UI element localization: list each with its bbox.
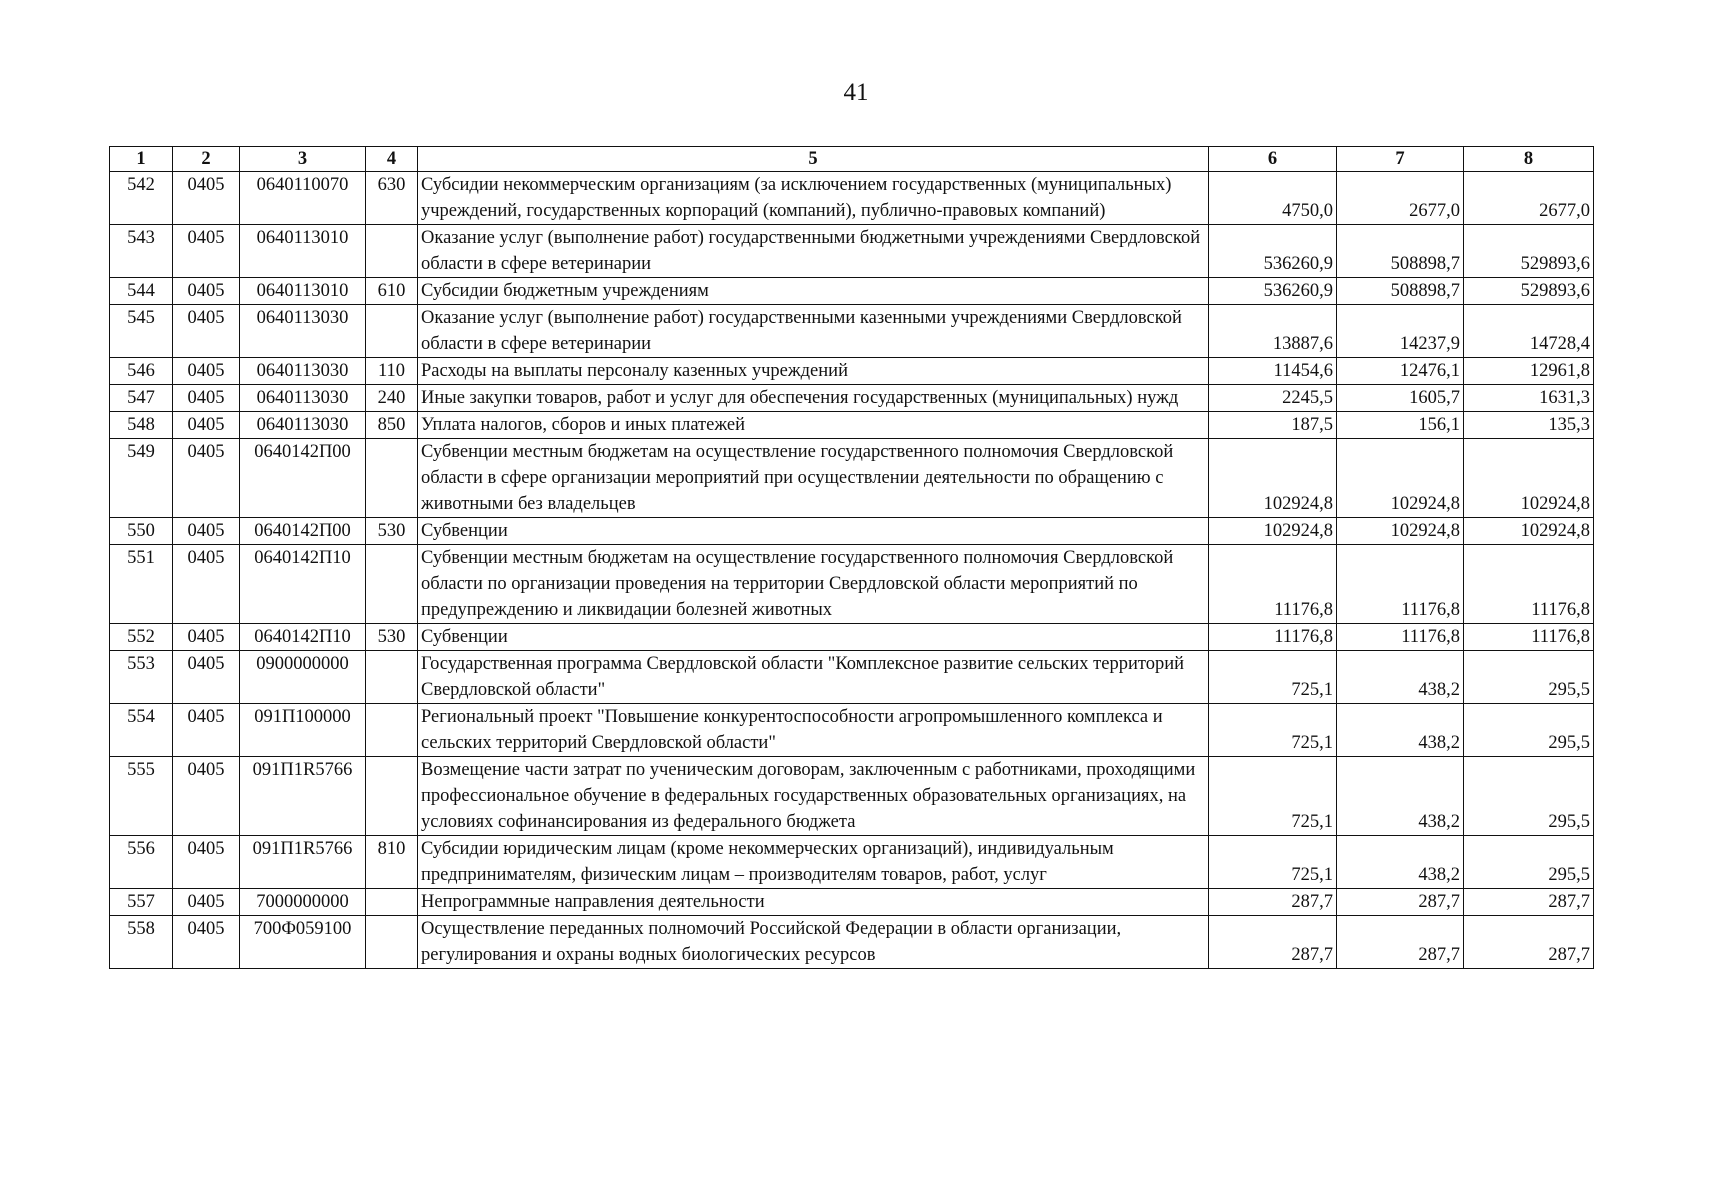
row-number: 545: [110, 305, 173, 358]
row-number: 547: [110, 385, 173, 412]
table-row: [110, 172, 1594, 225]
table-row: [110, 412, 1594, 439]
section-code: 0405: [173, 439, 240, 518]
item-name: Оказание услуг (выполнение работ) государственными бюджетными учреждениями Свердловской области в сфере ветеринарии: [418, 225, 1209, 278]
amount-col-6: 4750,0: [1209, 172, 1337, 225]
item-name: Непрограммные направления деятельности: [418, 889, 1209, 916]
header-col-3: 3: [240, 147, 366, 172]
item-name: Субвенции местным бюджетам на осуществление государственного полномочия Свердловской области в сфере организации мероприятий при осуществлении деятельности по обращению с животными без владельцев: [418, 439, 1209, 518]
section-code: 0405: [173, 385, 240, 412]
expense-type-code: 530: [366, 624, 418, 651]
section-code: 0405: [173, 412, 240, 439]
header-col-8: 8: [1464, 147, 1594, 172]
table-row: [110, 704, 1594, 757]
item-name: Расходы на выплаты персоналу казенных учреждений: [418, 358, 1209, 385]
amount-col-6: 102924,8: [1209, 439, 1337, 518]
amount-col-8: 529893,6: [1464, 278, 1594, 305]
amount-col-6: 13887,6: [1209, 305, 1337, 358]
amount-col-8: 135,3: [1464, 412, 1594, 439]
amount-col-7: 438,2: [1337, 836, 1464, 889]
item-name: Иные закупки товаров, работ и услуг для обеспечения государственных (муниципальных) нужд: [418, 385, 1209, 412]
expense-type-code: 810: [366, 836, 418, 889]
amount-col-7: 102924,8: [1337, 439, 1464, 518]
target-article-code: 091П1R5766: [240, 757, 366, 836]
item-name: Субсидии юридическим лицам (кроме некоммерческих организаций), индивидуальным предпринимателям, физическим лицам – производителям товаров, работ, услуг: [418, 836, 1209, 889]
expense-type-code: 240: [366, 385, 418, 412]
amount-col-7: 102924,8: [1337, 518, 1464, 545]
row-number: 552: [110, 624, 173, 651]
table-row: [110, 385, 1594, 412]
header-col-2: 2: [173, 147, 240, 172]
amount-col-7: 287,7: [1337, 889, 1464, 916]
amount-col-8: 295,5: [1464, 836, 1594, 889]
section-code: 0405: [173, 518, 240, 545]
expense-type-code: [366, 889, 418, 916]
amount-col-6: 725,1: [1209, 651, 1337, 704]
amount-col-8: 1631,3: [1464, 385, 1594, 412]
expense-type-code: [366, 704, 418, 757]
target-article-code: 700Ф059100: [240, 916, 366, 969]
amount-col-8: 287,7: [1464, 889, 1594, 916]
table-row: [110, 439, 1594, 518]
row-number: 546: [110, 358, 173, 385]
table-row: [110, 225, 1594, 278]
amount-col-6: 536260,9: [1209, 225, 1337, 278]
expense-type-code: 530: [366, 518, 418, 545]
amount-col-6: 287,7: [1209, 889, 1337, 916]
amount-col-6: 287,7: [1209, 916, 1337, 969]
expense-type-code: [366, 651, 418, 704]
item-name: Региональный проект "Повышение конкурентоспособности агропромышленного комплекса и сельских территорий Свердловской области": [418, 704, 1209, 757]
amount-col-8: 11176,8: [1464, 624, 1594, 651]
target-article-code: 0900000000: [240, 651, 366, 704]
row-number: 553: [110, 651, 173, 704]
amount-col-7: 508898,7: [1337, 278, 1464, 305]
row-number: 558: [110, 916, 173, 969]
target-article-code: 0640113030: [240, 412, 366, 439]
section-code: 0405: [173, 651, 240, 704]
amount-col-8: 12961,8: [1464, 358, 1594, 385]
target-article-code: 7000000000: [240, 889, 366, 916]
item-name: Уплата налогов, сборов и иных платежей: [418, 412, 1209, 439]
amount-col-7: 438,2: [1337, 704, 1464, 757]
table-row: [110, 836, 1594, 889]
row-number: 555: [110, 757, 173, 836]
amount-col-8: 295,5: [1464, 651, 1594, 704]
expense-type-code: [366, 545, 418, 624]
row-number: 543: [110, 225, 173, 278]
section-code: 0405: [173, 172, 240, 225]
row-number: 549: [110, 439, 173, 518]
item-name: Возмещение части затрат по ученическим договорам, заключенным с работниками, проходящими профессиональное обучение в федеральных государственных образовательных организациях, на условиях софинансирования из федерального бюджета: [418, 757, 1209, 836]
table-header-row: [110, 147, 1594, 172]
row-number: 544: [110, 278, 173, 305]
row-number: 542: [110, 172, 173, 225]
expense-type-code: [366, 916, 418, 969]
section-code: 0405: [173, 225, 240, 278]
header-col-7: 7: [1337, 147, 1464, 172]
item-name: Субвенции: [418, 518, 1209, 545]
amount-col-7: 438,2: [1337, 651, 1464, 704]
target-article-code: 0640142П00: [240, 518, 366, 545]
header-col-5: 5: [418, 147, 1209, 172]
section-code: 0405: [173, 757, 240, 836]
section-code: 0405: [173, 278, 240, 305]
amount-col-6: 2245,5: [1209, 385, 1337, 412]
amount-col-7: 14237,9: [1337, 305, 1464, 358]
target-article-code: 0640113010: [240, 225, 366, 278]
table-row: [110, 916, 1594, 969]
table-row: [110, 889, 1594, 916]
target-article-code: 0640142П10: [240, 624, 366, 651]
amount-col-7: 1605,7: [1337, 385, 1464, 412]
amount-col-8: 2677,0: [1464, 172, 1594, 225]
target-article-code: 0640113030: [240, 305, 366, 358]
header-col-1: 1: [110, 147, 173, 172]
amount-col-8: 529893,6: [1464, 225, 1594, 278]
item-name: Субсидии некоммерческим организациям (за исключением государственных (муниципальных) учреждений, государственных корпораций (компаний), публично-правовых компаний): [418, 172, 1209, 225]
target-article-code: 0640113030: [240, 385, 366, 412]
target-article-code: 091П100000: [240, 704, 366, 757]
target-article-code: 0640142П10: [240, 545, 366, 624]
table-row: [110, 624, 1594, 651]
amount-col-8: 14728,4: [1464, 305, 1594, 358]
amount-col-6: 11454,6: [1209, 358, 1337, 385]
amount-col-6: 11176,8: [1209, 545, 1337, 624]
target-article-code: 091П1R5766: [240, 836, 366, 889]
row-number: 554: [110, 704, 173, 757]
amount-col-7: 12476,1: [1337, 358, 1464, 385]
table-row: [110, 545, 1594, 624]
section-code: 0405: [173, 916, 240, 969]
expense-type-code: [366, 305, 418, 358]
section-code: 0405: [173, 889, 240, 916]
table-body: [110, 172, 1594, 969]
table-row: [110, 651, 1594, 704]
table-row: [110, 358, 1594, 385]
table-row: [110, 305, 1594, 358]
item-name: Субвенции местным бюджетам на осуществление государственного полномочия Свердловской области по организации проведения на территории Свердловской области мероприятий по предупреждению и ликвидации болезней животных: [418, 545, 1209, 624]
budget-table: [109, 146, 1594, 969]
amount-col-7: 508898,7: [1337, 225, 1464, 278]
target-article-code: 0640113030: [240, 358, 366, 385]
amount-col-8: 102924,8: [1464, 439, 1594, 518]
amount-col-6: 725,1: [1209, 836, 1337, 889]
section-code: 0405: [173, 305, 240, 358]
amount-col-6: 11176,8: [1209, 624, 1337, 651]
row-number: 548: [110, 412, 173, 439]
expense-type-code: 850: [366, 412, 418, 439]
header-col-6: 6: [1209, 147, 1337, 172]
amount-col-7: 2677,0: [1337, 172, 1464, 225]
table-row: [110, 757, 1594, 836]
amount-col-7: 11176,8: [1337, 624, 1464, 651]
target-article-code: 0640113010: [240, 278, 366, 305]
expense-type-code: 110: [366, 358, 418, 385]
amount-col-8: 287,7: [1464, 916, 1594, 969]
section-code: 0405: [173, 545, 240, 624]
amount-col-6: 725,1: [1209, 704, 1337, 757]
section-code: 0405: [173, 704, 240, 757]
table-row: [110, 278, 1594, 305]
section-code: 0405: [173, 624, 240, 651]
item-name: Субвенции: [418, 624, 1209, 651]
amount-col-6: 187,5: [1209, 412, 1337, 439]
target-article-code: 0640110070: [240, 172, 366, 225]
expense-type-code: [366, 225, 418, 278]
row-number: 556: [110, 836, 173, 889]
amount-col-6: 102924,8: [1209, 518, 1337, 545]
section-code: 0405: [173, 836, 240, 889]
amount-col-7: 11176,8: [1337, 545, 1464, 624]
amount-col-8: 295,5: [1464, 757, 1594, 836]
page-number: 41: [843, 79, 869, 106]
amount-col-8: 11176,8: [1464, 545, 1594, 624]
expense-type-code: [366, 439, 418, 518]
expense-type-code: 630: [366, 172, 418, 225]
amount-col-7: 287,7: [1337, 916, 1464, 969]
table-row: [110, 518, 1594, 545]
header-col-4: 4: [366, 147, 418, 172]
item-name: Субсидии бюджетным учреждениям: [418, 278, 1209, 305]
section-code: 0405: [173, 358, 240, 385]
row-number: 550: [110, 518, 173, 545]
item-name: Государственная программа Свердловской области "Комплексное развитие сельских территорий Свердловской области": [418, 651, 1209, 704]
amount-col-8: 295,5: [1464, 704, 1594, 757]
row-number: 557: [110, 889, 173, 916]
amount-col-8: 102924,8: [1464, 518, 1594, 545]
amount-col-7: 438,2: [1337, 757, 1464, 836]
item-name: Оказание услуг (выполнение работ) государственными казенными учреждениями Свердловской области в сфере ветеринарии: [418, 305, 1209, 358]
expense-type-code: [366, 757, 418, 836]
amount-col-6: 536260,9: [1209, 278, 1337, 305]
item-name: Осуществление переданных полномочий Российской Федерации в области организации, регулирования и охраны водных биологических ресурсов: [418, 916, 1209, 969]
amount-col-6: 725,1: [1209, 757, 1337, 836]
target-article-code: 0640142П00: [240, 439, 366, 518]
amount-col-7: 156,1: [1337, 412, 1464, 439]
row-number: 551: [110, 545, 173, 624]
expense-type-code: 610: [366, 278, 418, 305]
